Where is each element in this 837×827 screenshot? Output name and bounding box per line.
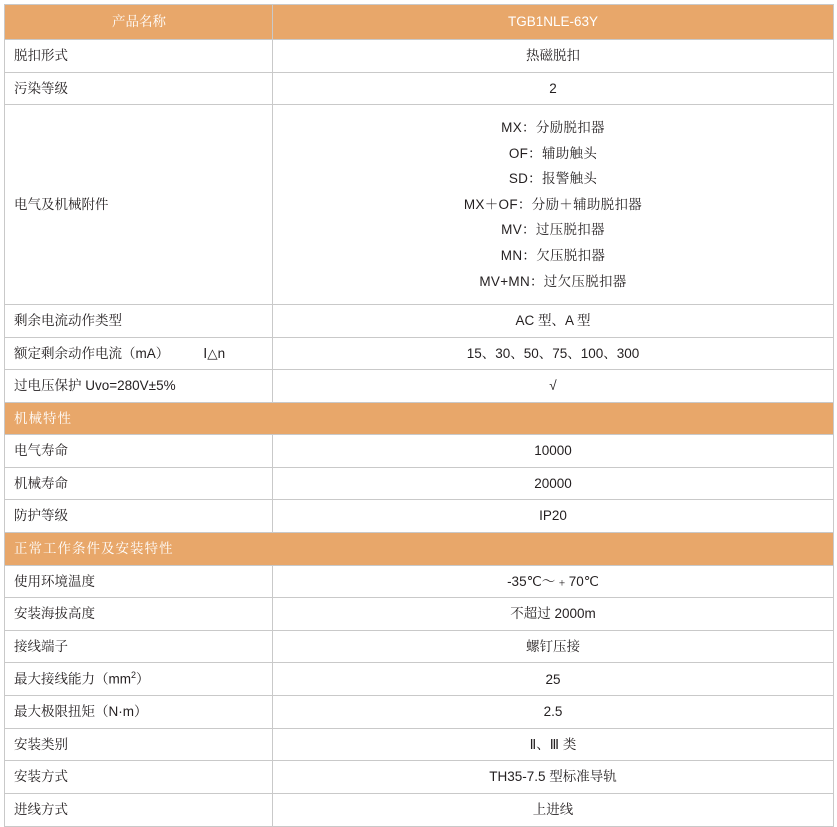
table-row	[5, 467, 834, 500]
accessories-list	[273, 105, 834, 305]
row-value: 15、30、50、75、100、300	[273, 337, 834, 370]
table-row	[5, 794, 834, 827]
table-row	[5, 598, 834, 631]
accessory-item: MX：分励脱扣器	[501, 120, 605, 136]
row-label: 使用环境温度	[5, 565, 273, 598]
row-label: 剩余电流动作类型	[5, 305, 273, 338]
table-row-rated-current	[5, 337, 834, 370]
row-label: 安装海拔高度	[5, 598, 273, 631]
table-row	[5, 728, 834, 761]
row-label: 进线方式	[5, 794, 273, 827]
table-row	[5, 565, 834, 598]
label-suffix: ）	[136, 671, 150, 687]
row-value: AC 型、A 型	[273, 305, 834, 338]
row-value: 10000	[273, 435, 834, 468]
label-prefix: 最大接线能力（mm	[14, 671, 131, 687]
row-label: 机械寿命	[5, 467, 273, 500]
table-row	[5, 500, 834, 533]
table-row	[5, 40, 834, 73]
row-value: IP20	[273, 500, 834, 533]
table-row	[5, 435, 834, 468]
section-header-row	[5, 533, 834, 566]
section-title: 机械特性	[5, 402, 834, 435]
row-label: 接线端子	[5, 630, 273, 663]
table-row	[5, 370, 834, 403]
table-row	[5, 305, 834, 338]
table-row	[5, 696, 834, 729]
row-value: 不超过 2000m	[273, 598, 834, 631]
row-label: 过电压保护 Uvo=280V±5%	[5, 370, 273, 403]
row-label: 污染等级	[5, 72, 273, 105]
accessory-item: MV：过压脱扣器	[501, 222, 605, 238]
header-value-cell: TGB1NLE-63Y	[273, 5, 834, 40]
row-value: 25	[273, 663, 834, 696]
accessory-item: MX＋OF：分励＋辅助脱扣器	[463, 196, 643, 212]
rated-symbol: Ⅰ△n	[203, 345, 226, 361]
row-label: 电气寿命	[5, 435, 273, 468]
row-value: 上进线	[273, 794, 834, 827]
row-value: 2	[273, 72, 834, 105]
row-label: 最大极限扭矩（N·m）	[5, 696, 273, 729]
row-value: -35℃～﹢70℃	[273, 565, 834, 598]
row-value: 螺钉压接	[273, 630, 834, 663]
row-label: 电气及机械附件	[5, 105, 273, 305]
row-label: 安装类别	[5, 728, 273, 761]
table-row-accessories	[5, 105, 834, 305]
row-value: √	[273, 370, 834, 403]
row-value: 热磁脱扣	[273, 40, 834, 73]
accessory-item: MV+MN：过欠压脱扣器	[479, 273, 627, 289]
table-row	[5, 72, 834, 105]
table-row	[5, 630, 834, 663]
table-header-row	[5, 5, 834, 40]
header-label-cell: 产品名称	[5, 5, 273, 40]
row-label: 脱扣形式	[5, 40, 273, 73]
table-row	[5, 761, 834, 794]
section-title: 正常工作条件及安装特性	[5, 533, 834, 566]
label-superscript: 2	[131, 670, 137, 681]
row-label: 安装方式	[5, 761, 273, 794]
accessory-item: OF：辅助触头	[508, 145, 598, 161]
accessory-item: MN：欠压脱扣器	[500, 247, 606, 263]
section-header-row	[5, 402, 834, 435]
table-row-wiring-capacity	[5, 663, 834, 696]
row-value: TH35-7.5 型标准导轨	[273, 761, 834, 794]
rated-label-text: 额定剩余动作电流（mA）	[14, 345, 170, 361]
row-value: 2.5	[273, 696, 834, 729]
product-specification-table	[4, 4, 834, 827]
row-label	[5, 663, 273, 696]
accessory-item: SD：报警触头	[508, 171, 598, 187]
row-value: Ⅱ、Ⅲ 类	[273, 728, 834, 761]
row-label: 防护等级	[5, 500, 273, 533]
row-label	[5, 337, 273, 370]
row-value: 20000	[273, 467, 834, 500]
